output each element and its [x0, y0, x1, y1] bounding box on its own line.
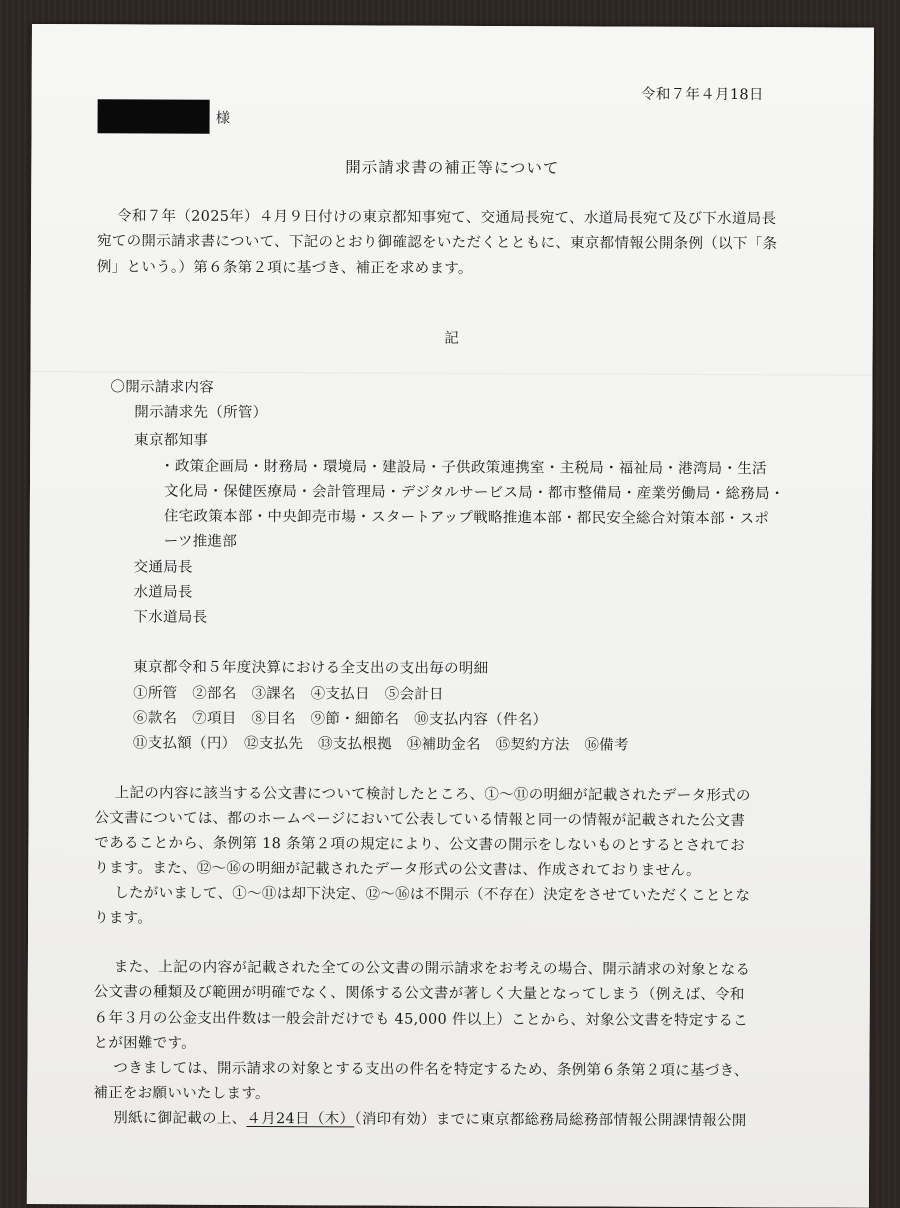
para2-line-1: また、上記の内容が記載された全ての公文書の開示請求をお考えの場合、開示請求の対象となる	[113, 959, 751, 979]
request-subject: 東京都令和５年度決算における全支出の支出毎の明細	[133, 659, 489, 677]
items-line-3: ⑪支払額（円） ⑫支払先 ⑬支払根拠 ⑭補助金名 ⑮契約方法 ⑯備考	[132, 735, 629, 754]
request-target-label: 開示請求先（所管）	[134, 404, 268, 422]
document-paper	[27, 24, 874, 1208]
bureau-line-1: ・政策企画局・財務局・環境局・建設局・子供政策連携室・主税局・福祉局・港湾局・生活	[160, 458, 767, 478]
deadline-date: ４月24日（木）	[246, 1110, 355, 1128]
para1-line-4: ります。また、⑫～⑯の明細が記載されたデータ形式の公文書は、作成されておりません。	[94, 860, 701, 879]
intro-line-2: 宛ての開示請求書について、下記のとおり御確認をいただくとともに、東京都情報公開条例（以下「条	[97, 233, 778, 253]
ki-heading: 記	[444, 330, 460, 347]
para2-line-3: ６年３月の公金支出件数は一般会計だけでも 45,000 件以上）ことから、対象公文書を特定するこ	[93, 1010, 749, 1030]
paper-fold-line	[30, 371, 872, 377]
para1-line-5: したがいまして、①～⑪は却下決定、⑫～⑯は不開示（不存在）決定をさせていただくこととな	[114, 885, 751, 905]
addressee-suffix: 様	[215, 110, 231, 127]
para1-line-2: 公文書については、都のホームページにおいて公表している情報と同一の情報が記載された公文書	[94, 810, 746, 830]
items-line-2: ⑥款名 ⑦項目 ⑧目名 ⑨節・細節名 ⑩支払内容（件名）	[132, 710, 548, 729]
para1-line-6: ります。	[94, 910, 153, 927]
para1-line-3: であることから、条例第 18 条第２項の規定により、公文書の開示をしないものとするとされてお	[94, 835, 745, 855]
last-line	[113, 1108, 747, 1131]
target-sewerage: 下水道局長	[133, 609, 208, 626]
governor-label: 東京都知事	[134, 432, 209, 449]
intro-line-3: 例」という。）第６条第２項に基づき、補正を求めます。	[96, 259, 473, 277]
para2-line-4: とが困難です。	[93, 1035, 197, 1052]
target-transport: 交通局長	[133, 559, 193, 576]
last-line-suffix: （消印有効）までに東京都総務局総務部情報公開課情報公開	[354, 1111, 747, 1130]
section-heading: 〇開示請求内容	[110, 379, 215, 396]
document-title: 開示請求書の補正等について	[345, 158, 560, 178]
last-line-prefix: 別紙に御記載の上、	[113, 1110, 247, 1127]
para2-line-5: つきましては、開示請求の対象とする支出の件名を特定するため、条例第６条第２項に基づき、	[113, 1060, 749, 1080]
document-date: 令和７年４月18日	[641, 86, 764, 104]
para1-line-1: 上記の内容に該当する公文書について検討したところ、①～⑪の明細が記載されたデータ形式の	[114, 785, 751, 805]
intro-line-1: 令和７年（2025年）４月９日付けの東京都知事宛て、交通局長宛て、水道局長宛て及び下水道局長	[117, 208, 777, 228]
para2-line-2: 公文書の種類及び範囲が明確でなく、関係する公文書が著しく大量となってしまう（例えば、令和	[93, 984, 745, 1004]
bureau-line-3: 住宅政策本部・中央卸売市場・スタートアップ戦略推進本部・都民安全総合対策本部・スポ	[163, 508, 770, 528]
bureau-line-4: ーツ推進部	[163, 533, 238, 550]
target-waterworks: 水道局長	[133, 584, 193, 601]
para2-line-6: 補正をお願いいたします。	[93, 1085, 270, 1103]
items-line-1: ①所管 ②部名 ③課名 ④支払日 ⑤会計日	[133, 685, 444, 703]
redacted-name	[98, 99, 210, 133]
bureau-line-2: 文化局・保健医療局・会計管理局・デジタルサービス局・都市整備局・産業労働局・総務局・	[163, 483, 785, 503]
